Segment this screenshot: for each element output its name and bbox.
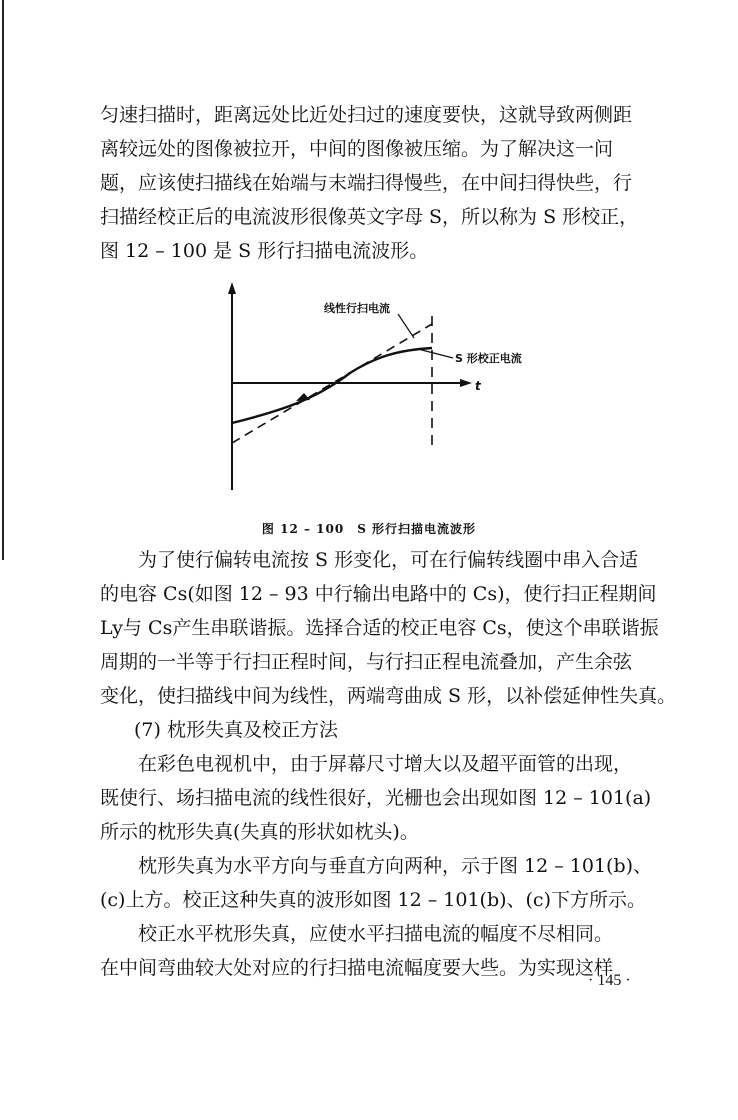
text-line: 在中间弯曲较大处对应的行扫描电流幅度要大些。为实现这样 [100,957,614,979]
text-line: Ly与 Cs产生串联谐振。选择合适的校正电容 Cs，使这个串联谐振 [100,617,659,639]
text-line: 变化，使扫描线中间为线性，两端弯曲成 S 形，以补偿延伸性失真。 [100,685,677,707]
leader-s [418,349,453,358]
text-line: 枕形失真为水平方向与垂直方向两种，示于图 12 – 101(b)、 [138,855,653,877]
text-line: 周期的一半等于行扫正程时间，与行扫正程电流叠加，产生余弦 [100,651,633,673]
text-line: (c)上方。校正这种失真的波形如图 12 – 101(b)、(c)下方所示。 [100,889,646,911]
t-axis-arrow [460,379,472,387]
text-line: 离较远处的图像被拉开，中间的图像被压缩。为了解决这一问 [100,138,614,160]
paragraph-4 [100,849,682,917]
text-line: 的电容 Cs(如图 12 – 93 中行输出电路中的 Cs)，使行扫正程期间 [100,583,657,605]
page-number: · 145 · [588,972,631,989]
t-axis-label: t [475,379,481,393]
text-line: 既使行、场扫描电流的线性很好，光栅也会出现如图 12 – 101(a) [100,787,652,809]
text-line: 校正水平枕形失真，应使水平扫描电流的幅度不尽相同。 [138,923,614,945]
label-linear-current: 线性行扫电流 [324,302,390,315]
s-corrected-current-curve [232,348,432,423]
text-line: 图 12 – 100 是 S 形行扫描电流波形。 [100,240,429,262]
leader-linear [398,314,414,338]
text-line: 匀速扫描时，距离远处比近处扫过的速度要快，这就导致两侧距 [100,104,633,126]
page-edge-line [2,0,4,560]
text-line: 为了使行偏转电流按 S 形变化，可在行偏转线圈中串入合适 [138,549,639,571]
text-line: 所示的枕形失真(失真的形状如枕头)。 [100,821,419,843]
curve-direction-arrow [296,393,310,401]
figure-s-waveform [200,280,580,495]
text-line: 扫描经校正后的电流波形很像英文字母 S，所以称为 S 形校正， [100,206,639,228]
paragraph-1 [100,98,682,268]
text-line: 题，应该使扫描线在始端与末端扫得慢些，在中间扫得快些，行 [100,172,633,194]
paragraph-3 [100,747,682,849]
section-heading-7 [100,713,682,747]
paragraph-2 [100,543,682,713]
y-axis-arrow [228,282,236,294]
heading-text: (7) 枕形失真及校正方法 [134,719,338,741]
figure-caption: 图 12 – 100 S 形行扫描电流波形 [261,522,477,536]
text-line: 在彩色电视机中，由于屏幕尺寸增大以及超平面管的出现， [138,753,633,775]
label-s-current: S 形校正电流 [455,352,522,365]
